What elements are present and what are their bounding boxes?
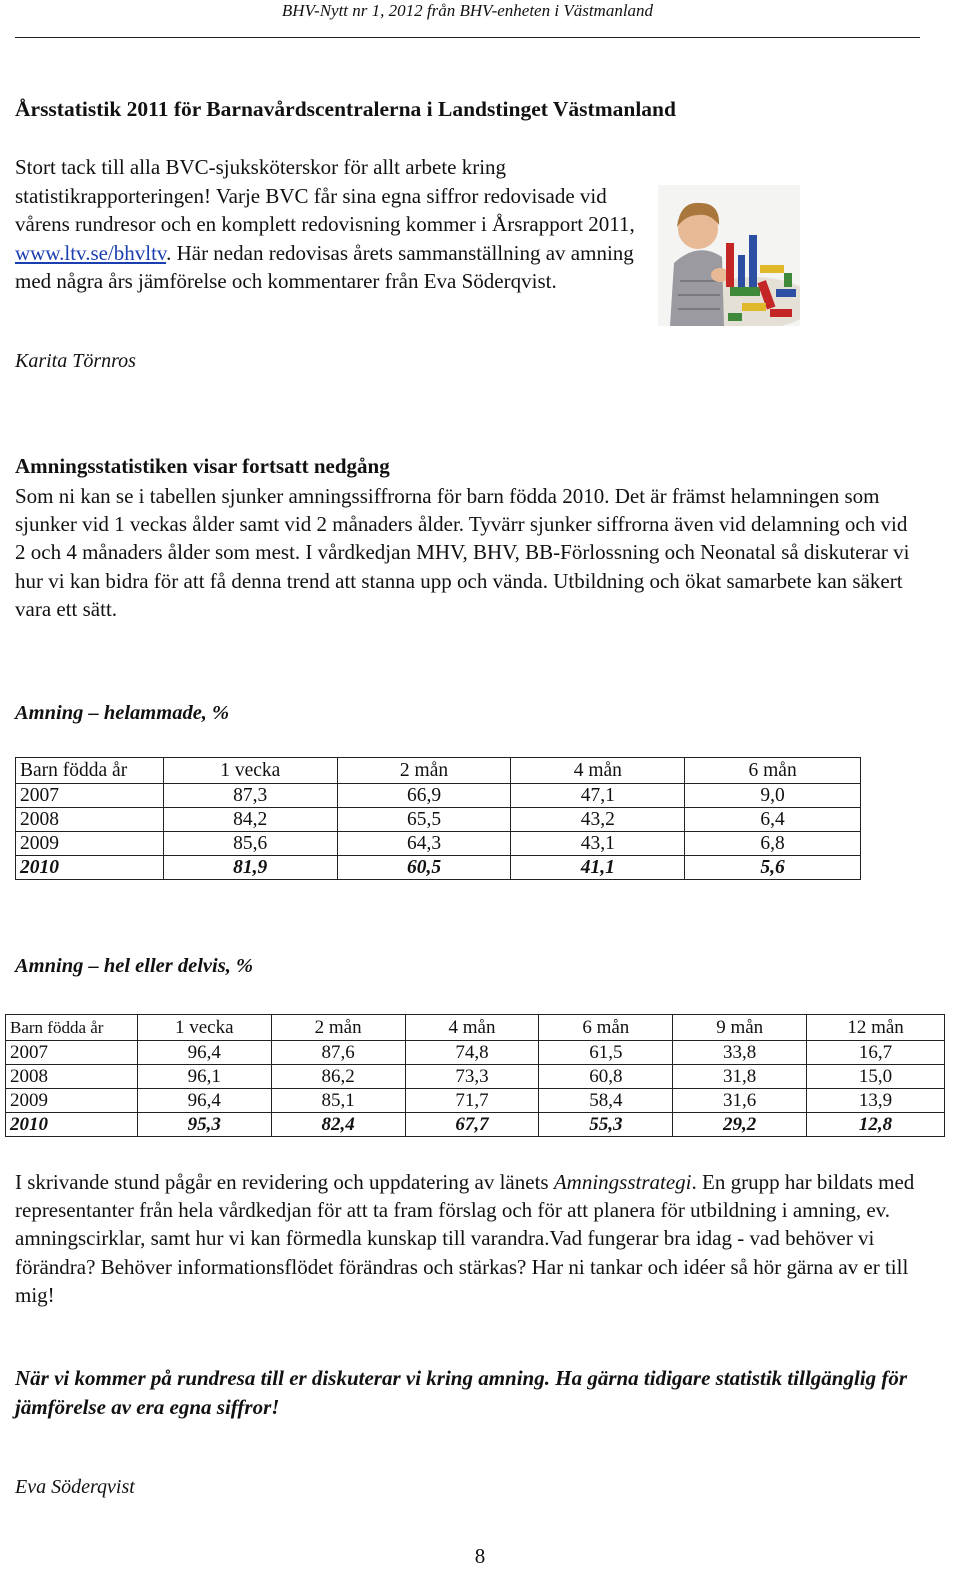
table-row <box>16 808 861 832</box>
intro-text-end: . Här nedan redovisas årets sammanställning av amning med några års jämförelse och kommentarer från Eva Söderqvist. <box>15 240 634 293</box>
value-cell: 15,0 <box>807 1065 945 1089</box>
table-row-highlight <box>6 1113 945 1137</box>
value-cell: 65,5 <box>337 808 511 832</box>
value-cell: 60,5 <box>337 856 511 880</box>
value-cell: 96,4 <box>137 1041 271 1065</box>
running-header-title: BHV-Nytt nr 1, 2012 från BHV-enheten i Västmanland <box>281 1 654 20</box>
year-cell: 2008 <box>16 808 164 832</box>
value-cell: 61,5 <box>539 1041 673 1065</box>
byline-karita: Karita Törnros <box>15 350 136 372</box>
value-cell: 6,8 <box>685 832 861 856</box>
value-cell: 82,4 <box>271 1113 405 1137</box>
value-cell: 6,4 <box>685 808 861 832</box>
closing-text-end: . En grupp har bildats med representanter från hela vårdkedjan för att ta fram förslag och för att planera för utbildning i amning, ev. amningscirklar, samt hur vi kan förmedla kunskap till varandra.Vad fungerar bra idag - vad behöver vi förändra? Behöver informationsflödet förändras och stärkas? Har ni tankar och idéer så hör gärna av er till mig! <box>15 1170 915 1307</box>
value-cell: 9,0 <box>685 784 861 808</box>
column-header: 4 mån <box>405 1015 539 1041</box>
value-cell: 95,3 <box>137 1113 271 1137</box>
column-header: 9 mån <box>673 1015 807 1041</box>
column-header: 4 mån <box>511 758 685 784</box>
year-cell: 2007 <box>6 1041 138 1065</box>
table-delvis-caption: Amning – hel eller delvis, % <box>15 955 254 977</box>
column-header: 1 vecka <box>163 758 337 784</box>
article-title: Årsstatistik 2011 för Barnavårdscentralerna i Landstinget Västmanland <box>15 97 676 121</box>
year-cell: 2010 <box>16 856 164 880</box>
strategy-emphasis: Amningsstrategi <box>553 1170 692 1194</box>
value-cell: 85,6 <box>163 832 337 856</box>
section-title: Amningsstatistiken visar fortsatt nedgång <box>15 454 390 478</box>
value-cell: 67,7 <box>405 1113 539 1137</box>
closing-paragraph <box>15 1168 915 1309</box>
value-cell: 43,1 <box>511 832 685 856</box>
value-cell: 60,8 <box>539 1065 673 1089</box>
column-header: 6 mån <box>539 1015 673 1041</box>
column-header: 1 vecka <box>137 1015 271 1041</box>
byline-eva: Eva Söderqvist <box>15 1476 135 1498</box>
value-cell: 81,9 <box>163 856 337 880</box>
value-cell: 16,7 <box>807 1041 945 1065</box>
value-cell: 13,9 <box>807 1089 945 1113</box>
value-cell: 29,2 <box>673 1113 807 1137</box>
value-cell: 74,8 <box>405 1041 539 1065</box>
table-delvis <box>5 1014 945 1137</box>
closing-text: I skrivande stund pågår en revidering och uppdatering av länets <box>15 1170 554 1194</box>
year-cell: 2008 <box>6 1065 138 1089</box>
value-cell: 47,1 <box>511 784 685 808</box>
value-cell: 41,1 <box>511 856 685 880</box>
value-cell: 12,8 <box>807 1113 945 1137</box>
value-cell: 33,8 <box>673 1041 807 1065</box>
value-cell: 31,6 <box>673 1089 807 1113</box>
value-cell: 96,4 <box>137 1089 271 1113</box>
value-cell: 87,3 <box>163 784 337 808</box>
column-header: Barn födda år <box>6 1015 138 1041</box>
table-row-highlight <box>16 856 861 880</box>
value-cell: 5,6 <box>685 856 861 880</box>
column-header: 6 mån <box>685 758 861 784</box>
section-body: Som ni kan se i tabellen sjunker amningssiffrorna för barn födda 2010. Det är främst helamningen som sjunker vid 1 veckas ålder samt vid 2 månaders ålder. Tyvärr sjunker siffrorna även vid delamning och vid 2 och 4 månaders ålder som mest. I vårdkedjan MHV, BHV, BB-Förlossning och Neonatal så diskuterar vi hur vi kan bidra för att få denna trend att stanna upp och vända. Utbildning och ökat samarbete kan säkert vara ett sätt. <box>15 484 910 621</box>
year-cell: 2010 <box>6 1113 138 1137</box>
value-cell: 84,2 <box>163 808 337 832</box>
running-header <box>15 0 920 38</box>
closing-callout: När vi kommer på rundresa till er diskuterar vi kring amning. Ha gärna tidigare statistik tillgänglig för jämförelse av era egna siffror! <box>15 1366 908 1419</box>
year-cell: 2007 <box>16 784 164 808</box>
year-cell: 2009 <box>16 832 164 856</box>
child-with-blocks-photo <box>658 185 800 326</box>
value-cell: 71,7 <box>405 1089 539 1113</box>
value-cell: 87,6 <box>271 1041 405 1065</box>
table-helammade-caption: Amning – helammade, % <box>15 702 230 724</box>
intro-text: Stort tack till alla BVC-sjuksköterskor för allt arbete kring statistikrapporteringen! Varje BVC får sina egna siffror redovisade vid vårens rundresor och en komplett redovisning kommer i Årsrapport 2011, <box>15 155 635 236</box>
intro-paragraph <box>15 153 655 296</box>
value-cell: 55,3 <box>539 1113 673 1137</box>
table-row <box>6 1041 945 1065</box>
column-header: 2 mån <box>271 1015 405 1041</box>
value-cell: 64,3 <box>337 832 511 856</box>
table-row <box>6 1089 945 1113</box>
value-cell: 31,8 <box>673 1065 807 1089</box>
column-header: Barn födda år <box>16 758 164 784</box>
table-row <box>6 1065 945 1089</box>
value-cell: 66,9 <box>337 784 511 808</box>
value-cell: 96,1 <box>137 1065 271 1089</box>
page-number: 8 <box>474 1544 486 1568</box>
value-cell: 73,3 <box>405 1065 539 1089</box>
year-cell: 2009 <box>6 1089 138 1113</box>
value-cell: 86,2 <box>271 1065 405 1089</box>
table-row <box>16 832 861 856</box>
table-helammade <box>15 757 861 880</box>
column-header: 2 mån <box>337 758 511 784</box>
bhvltv-link[interactable]: www.ltv.se/bhvltv <box>15 240 167 265</box>
value-cell: 85,1 <box>271 1089 405 1113</box>
value-cell: 43,2 <box>511 808 685 832</box>
value-cell: 58,4 <box>539 1089 673 1113</box>
column-header: 12 mån <box>807 1015 945 1041</box>
table-row <box>16 784 861 808</box>
